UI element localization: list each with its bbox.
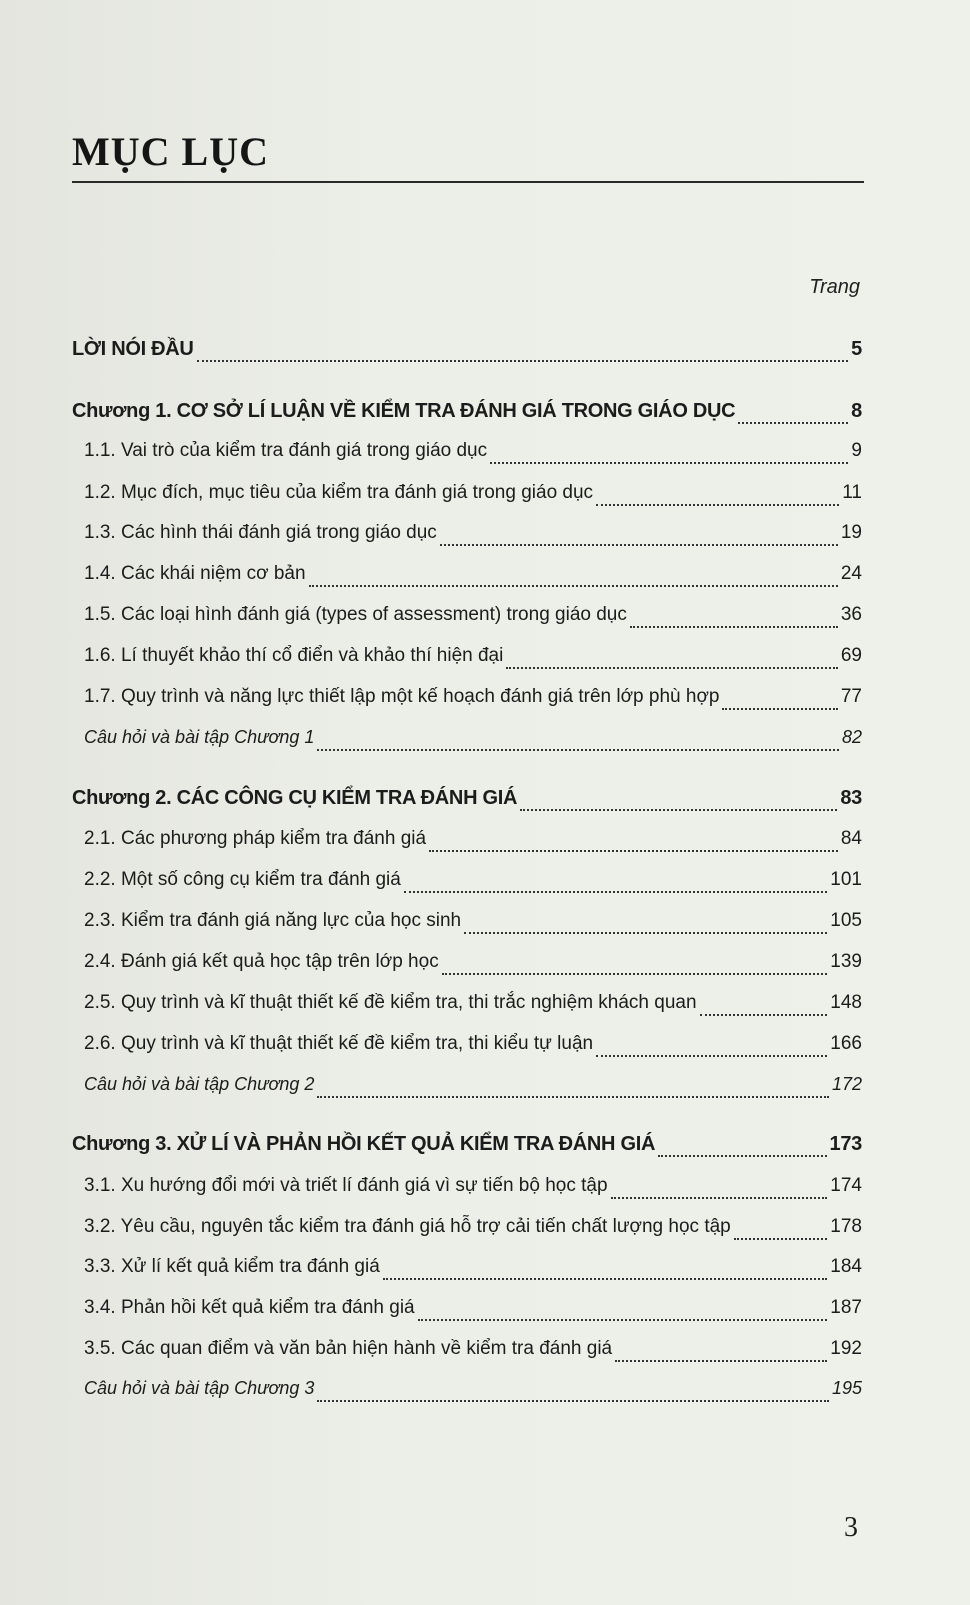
toc-entry-page: 69 xyxy=(840,645,862,666)
page-column-label: Trang xyxy=(809,276,860,298)
dot-leader xyxy=(490,462,848,464)
toc-section-entry[interactable] xyxy=(84,828,862,858)
toc-entry-label: 2.4. Đánh giá kết quả học tập trên lớp học xyxy=(84,951,439,972)
toc-entry-label: 2.1. Các phương pháp kiểm tra đánh giá xyxy=(84,828,427,849)
dot-leader xyxy=(596,1055,827,1057)
toc-section-entry[interactable] xyxy=(84,1175,862,1205)
toc-chapter-entry[interactable] xyxy=(72,338,862,368)
toc-entry-label: 1.2. Mục đích, mục tiêu của kiểm tra đánh giá trong giáo dục xyxy=(84,482,594,503)
toc-section-entry[interactable] xyxy=(84,440,862,470)
toc-entry-label: Chương 1. CƠ SỞ LÍ LUẬN VỀ KIỂM TRA ĐÁNH GIÁ TRONG GIÁO DỤC xyxy=(72,400,736,422)
toc-entry-page: 82 xyxy=(841,727,862,747)
toc-section-entry[interactable] xyxy=(84,910,862,940)
toc-entry-page: 84 xyxy=(840,828,862,849)
toc-entry-label: 1.3. Các hình thái đánh giá trong giáo dục xyxy=(84,522,437,543)
toc-entry-page: 101 xyxy=(830,869,862,890)
toc-entry-label: 1.7. Quy trình và năng lực thiết lập một kế hoạch đánh giá trên lớp phù hợp xyxy=(84,686,720,707)
toc-entry-label: 3.1. Xu hướng đổi mới và triết lí đánh giá vì sự tiến bộ học tập xyxy=(84,1175,608,1196)
dot-leader xyxy=(442,973,828,975)
page-number: 3 xyxy=(844,1512,858,1543)
dot-leader xyxy=(630,626,838,628)
toc-entry-label: 2.3. Kiểm tra đánh giá năng lực của học sinh xyxy=(84,910,462,931)
toc-entry-label: 1.5. Các loại hình đánh giá (types of assessment) trong giáo dục xyxy=(84,604,627,625)
toc-entry-page: 24 xyxy=(840,563,862,584)
dot-leader xyxy=(738,422,848,424)
toc-section-entry[interactable] xyxy=(84,482,862,512)
toc-entry-label: 2.5. Quy trình và kĩ thuật thiết kế đề kiểm tra, thi trắc nghiệm khách quan xyxy=(84,992,697,1013)
toc-entry-label: Câu hỏi và bài tập Chương 1 xyxy=(84,727,315,747)
toc-chapter-entry[interactable] xyxy=(72,787,862,817)
toc-chapter-entry[interactable] xyxy=(72,400,862,430)
toc-entry-page: 11 xyxy=(842,482,862,503)
dot-leader xyxy=(734,1238,828,1240)
dot-leader xyxy=(197,360,849,362)
toc-entry-label: Chương 2. CÁC CÔNG CỤ KIỂM TRA ĐÁNH GIÁ xyxy=(72,787,518,809)
toc-entry-page: 192 xyxy=(830,1338,862,1359)
toc-chapter-entry[interactable] xyxy=(72,1133,862,1163)
toc-section-entry[interactable] xyxy=(84,563,862,593)
toc-entry-page: 9 xyxy=(851,440,862,461)
toc-entry-label: 3.5. Các quan điểm và văn bản hiện hành về kiểm tra đánh giá xyxy=(84,1338,613,1359)
dot-leader xyxy=(611,1197,828,1199)
dot-leader xyxy=(429,850,838,852)
toc-entry-label: 2.6. Quy trình và kĩ thuật thiết kế đề kiểm tra, thi kiểu tự luận xyxy=(84,1033,594,1054)
toc-entry-page: 77 xyxy=(840,686,862,707)
toc-entry-page: 36 xyxy=(840,604,862,625)
toc-question-entry[interactable] xyxy=(84,1074,862,1104)
dot-leader xyxy=(404,891,827,893)
dot-leader xyxy=(383,1278,828,1280)
toc-entry-page: 166 xyxy=(830,1033,862,1054)
title-rule xyxy=(72,181,864,183)
toc-section-entry[interactable] xyxy=(84,1256,862,1286)
toc-section-entry[interactable] xyxy=(84,1033,862,1063)
dot-leader xyxy=(440,544,838,546)
dot-leader xyxy=(418,1319,828,1321)
toc-entry-page: 19 xyxy=(840,522,862,543)
toc-entry-page: 8 xyxy=(851,400,862,422)
toc-entry-label: Câu hỏi và bài tập Chương 2 xyxy=(84,1074,315,1094)
toc-entry-page: 139 xyxy=(830,951,862,972)
toc-section-entry[interactable] xyxy=(84,1216,862,1246)
dot-leader xyxy=(722,708,837,710)
toc-entry-page: 105 xyxy=(830,910,862,931)
toc-entry-page: 178 xyxy=(830,1216,862,1237)
toc-entry-label: Câu hỏi và bài tập Chương 3 xyxy=(84,1378,315,1398)
dot-leader xyxy=(520,809,837,811)
dot-leader xyxy=(596,504,839,506)
toc-entry-page: 184 xyxy=(830,1256,862,1277)
toc-entry-label: 3.4. Phản hồi kết quả kiểm tra đánh giá xyxy=(84,1297,415,1318)
toc-entry-page: 173 xyxy=(829,1133,862,1155)
dot-leader xyxy=(309,585,838,587)
dot-leader xyxy=(317,749,839,751)
toc-entry-label: Chương 3. XỬ LÍ VÀ PHẢN HỒI KẾT QUẢ KIỂM TRA ĐÁNH GIÁ xyxy=(72,1133,656,1155)
dot-leader xyxy=(615,1360,827,1362)
toc-question-entry[interactable] xyxy=(84,727,862,757)
toc-section-entry[interactable] xyxy=(84,1338,862,1368)
toc-entry-page: 83 xyxy=(840,787,862,809)
toc-entry-label: 3.3. Xử lí kết quả kiểm tra đánh giá xyxy=(84,1256,380,1277)
toc-entry-label: 1.4. Các khái niệm cơ bản xyxy=(84,563,306,584)
toc-entry-label: 1.6. Lí thuyết khảo thí cổ điển và khảo thí hiện đại xyxy=(84,645,504,666)
toc-section-entry[interactable] xyxy=(84,645,862,675)
toc-entry-page: 172 xyxy=(831,1074,862,1094)
toc-section-entry[interactable] xyxy=(84,1297,862,1327)
toc-question-entry[interactable] xyxy=(84,1378,862,1408)
toc-section-entry[interactable] xyxy=(84,951,862,981)
toc-section-entry[interactable] xyxy=(84,992,862,1022)
toc-section-entry[interactable] xyxy=(84,869,862,899)
dot-leader xyxy=(506,667,838,669)
dot-leader xyxy=(317,1400,829,1402)
dot-leader xyxy=(700,1014,828,1016)
toc-section-entry[interactable] xyxy=(84,686,862,716)
dot-leader xyxy=(464,932,827,934)
dot-leader xyxy=(317,1096,829,1098)
toc-section-entry[interactable] xyxy=(84,604,862,634)
toc-entry-page: 187 xyxy=(830,1297,862,1318)
page-title: MỤC LỤC xyxy=(72,129,269,174)
toc-entry-label: 3.2. Yêu cầu, nguyên tắc kiểm tra đánh giá hỗ trợ cải tiến chất lượng học tập xyxy=(84,1216,731,1237)
toc-entry-page: 174 xyxy=(830,1175,862,1196)
dot-leader xyxy=(658,1155,826,1157)
toc-entry-label: 1.1. Vai trò của kiểm tra đánh giá trong giáo dục xyxy=(84,440,488,461)
toc-entry-page: 195 xyxy=(831,1378,862,1398)
toc-entry-label: 2.2. Một số công cụ kiểm tra đánh giá xyxy=(84,869,401,890)
toc-entry-page: 5 xyxy=(851,338,862,360)
toc-entry-page: 148 xyxy=(830,992,862,1013)
toc-section-entry[interactable] xyxy=(84,522,862,552)
toc-entry-label: LỜI NÓI ĐẦU xyxy=(72,338,194,360)
